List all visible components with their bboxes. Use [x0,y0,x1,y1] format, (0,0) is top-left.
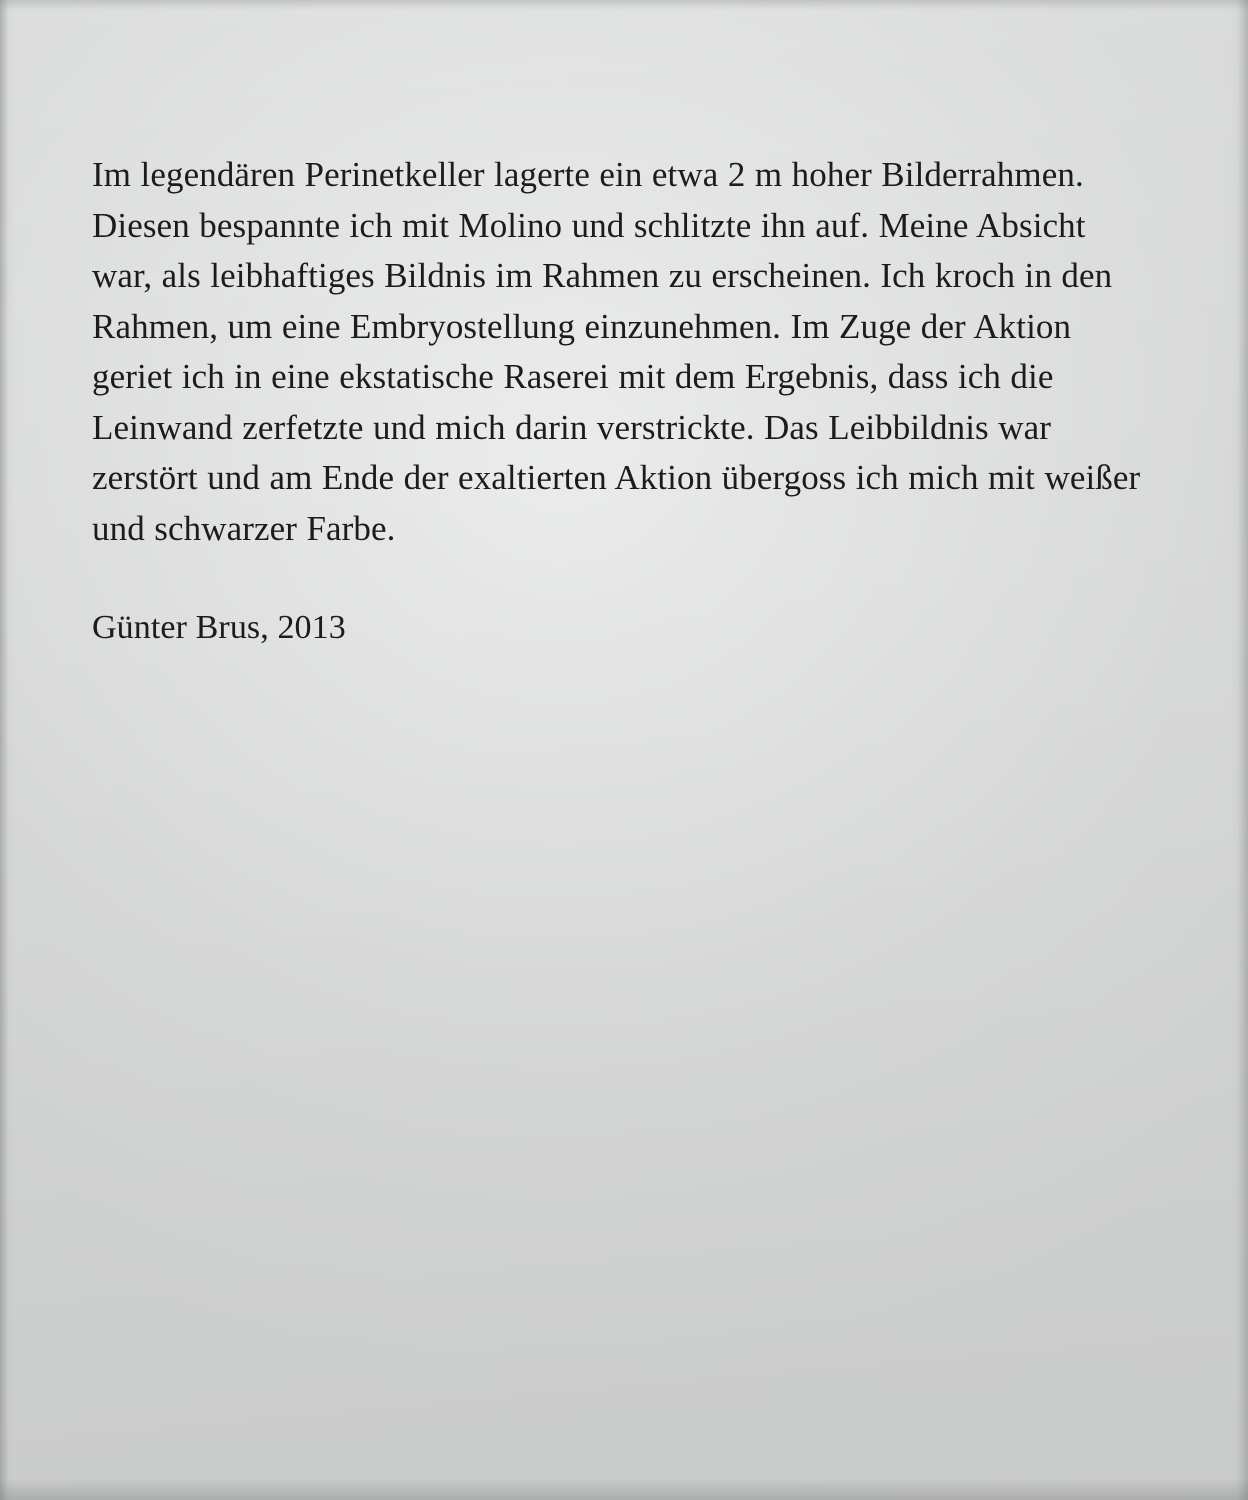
page-edge-shadow-left [0,0,14,1500]
body-paragraph: Im legendären Perinetkeller lagerte ein etwa 2 m hoher Bilderrahmen. Diesen bespannte ich mit Molino und schlitzte ihn auf. Meine Absicht war, als leibhaftiges Bildnis im Rahmen zu erscheinen. Ich kroch in den Rahmen, um eine Embryostellung einzunehmen. Im Zuge der Aktion geriet ich in eine ekstatische Raserei mit dem Ergebnis, dass ich die Leinwand zerfetzte und mich darin verstrickte. Das Leibbildnis war zerstört und am Ende der exaltierten Aktion übergoss ich mich mit weißer und schwarzer Farbe. [92,155,1141,548]
page-edge-shadow-bottom [0,1478,1248,1500]
page-edge-shadow-right [1230,0,1248,1500]
text-block [92,150,1152,652]
page-edge-shadow-top [0,0,1248,10]
attribution-line: Günter Brus, 2013 [92,609,346,646]
